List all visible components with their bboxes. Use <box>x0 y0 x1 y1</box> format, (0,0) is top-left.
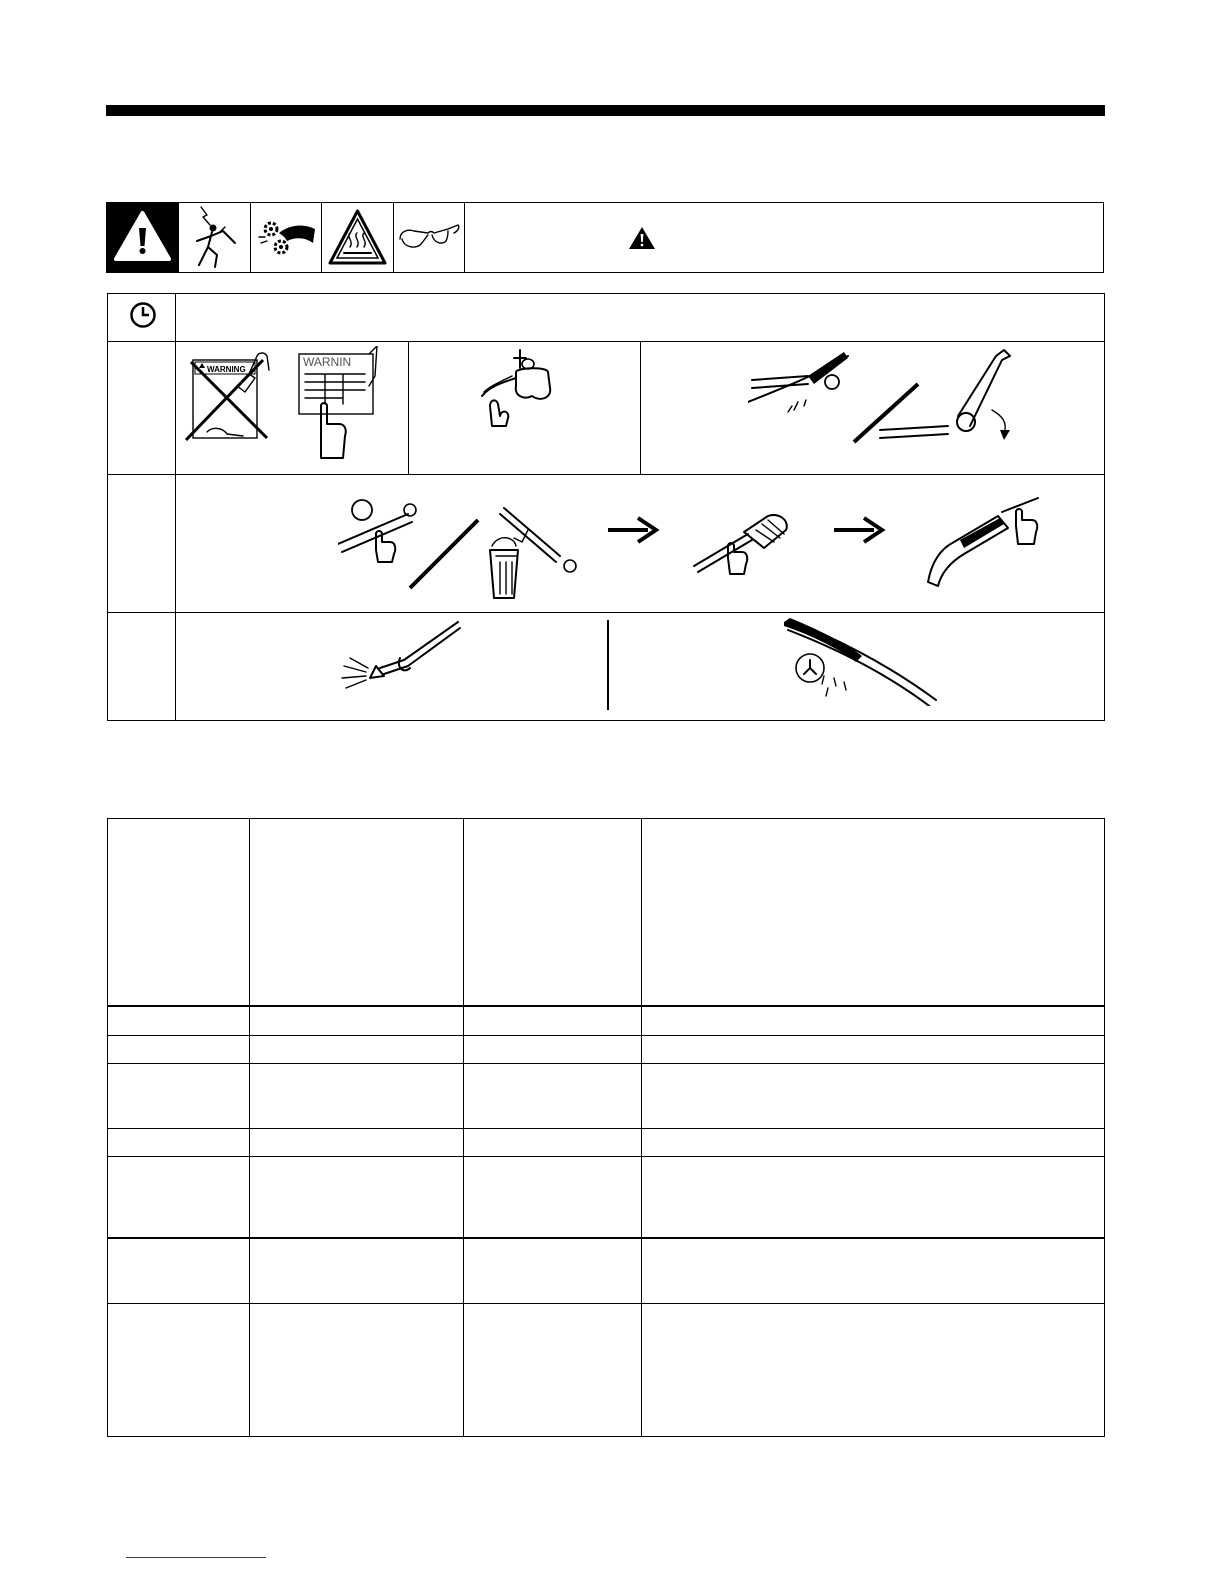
troubleshooting-table <box>107 818 1105 1437</box>
header-row-divider <box>108 1005 1104 1007</box>
replace-warning-labels-illustration <box>183 346 403 466</box>
replace-parts-sequence-illustration <box>338 490 1048 610</box>
brush-clean-illustration <box>780 616 940 706</box>
blow-out-illustration <box>340 616 470 696</box>
hot-surface-icon <box>322 203 394 272</box>
row-divider <box>108 1063 1104 1064</box>
interval-column-divider <box>175 294 176 720</box>
row-divider <box>108 612 1104 613</box>
top-rule <box>106 105 1105 116</box>
row-divider <box>108 1035 1104 1036</box>
row-divider <box>108 474 1104 475</box>
lubricate-oil-can-illustration <box>476 346 596 436</box>
electric-shock-icon <box>179 203 251 272</box>
warning-sheet-text: WARNIN <box>303 355 352 369</box>
maintenance-schedule-box <box>107 293 1105 721</box>
row-divider <box>108 1237 1104 1239</box>
row-divider <box>108 1156 1104 1157</box>
cell-divider <box>408 341 409 474</box>
cell-divider <box>640 341 641 474</box>
clock-icon <box>128 300 158 330</box>
hazard-symbol-bar <box>106 202 1104 273</box>
small-warning-triangle-icon <box>627 225 657 251</box>
warning-label-text: WARNING <box>207 365 246 374</box>
row-divider <box>108 1303 1104 1304</box>
clean-and-tighten-illustration <box>748 346 1028 456</box>
warning-triangle-icon <box>107 203 179 272</box>
footer-link-underline[interactable] <box>126 1557 266 1558</box>
row-divider <box>108 341 1104 342</box>
row-divider <box>108 1128 1104 1129</box>
safety-glasses-icon <box>394 203 465 272</box>
moving-parts-icon <box>251 203 322 272</box>
cell-divider <box>607 620 609 710</box>
